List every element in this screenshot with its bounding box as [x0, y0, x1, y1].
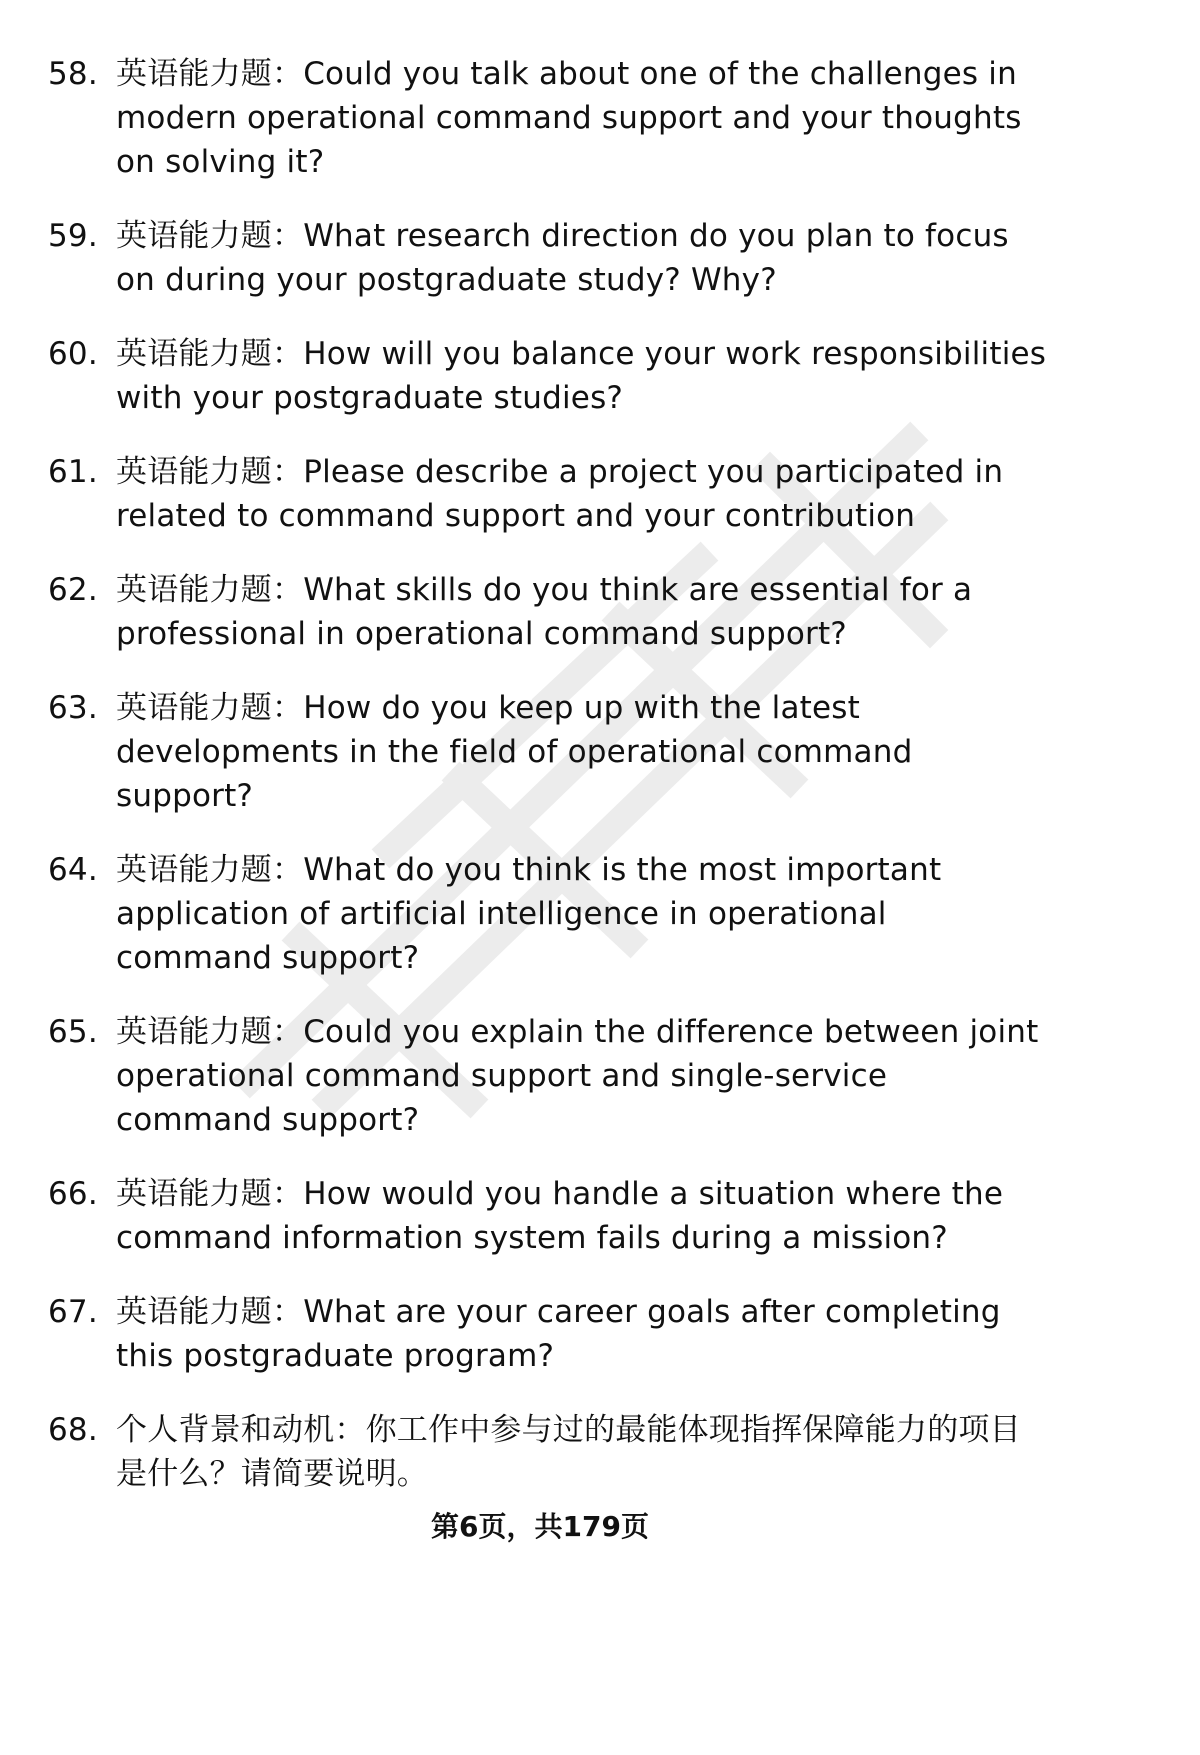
question-item-58: [0, 52, 1080, 184]
question-text: How will you balance your work responsibilities with your postgraduate studies?: [116, 336, 1047, 416]
question-item-68: [0, 1408, 1080, 1496]
question-text: What are your career goals after completing this postgraduate program?: [116, 1294, 1001, 1374]
question-text: How would you handle a situation where the command information system fails during a mission?: [116, 1176, 1004, 1256]
question-number: 66.: [48, 1176, 98, 1212]
question-item-67: [0, 1290, 1080, 1378]
question-category: 英语能力题：: [116, 572, 304, 608]
question-text: What do you think is the most important application of artificial intelligence in operational command support?: [116, 852, 942, 976]
page-number-footer: 第6页，共179页: [431, 1510, 649, 1543]
question-category: 英语能力题：: [116, 1176, 304, 1212]
question-category: 英语能力题：: [116, 336, 304, 372]
question-number: 68.: [48, 1412, 98, 1448]
question-number: 60.: [48, 336, 98, 372]
question-item-61: [0, 450, 1080, 538]
question-item-59: [0, 214, 1080, 302]
question-item-60: [0, 332, 1080, 420]
question-category: 英语能力题：: [116, 1294, 304, 1330]
question-number: 63.: [48, 690, 98, 726]
question-number: 65.: [48, 1014, 98, 1050]
question-category: 英语能力题：: [116, 1014, 304, 1050]
question-category: 英语能力题：: [116, 454, 304, 490]
question-number: 61.: [48, 454, 98, 490]
question-number: 64.: [48, 852, 98, 888]
question-text: How do you keep up with the latest developments in the field of operational command support?: [116, 690, 913, 814]
question-text: 你工作中参与过的最能体现指挥保障能力的项目是什么？请简要说明。: [116, 1412, 1021, 1492]
question-item-66: [0, 1172, 1080, 1260]
question-item-64: [0, 848, 1080, 980]
question-category: 英语能力题：: [116, 690, 304, 726]
question-text: Could you talk about one of the challenges in modern operational command support and your thoughts on solving it?: [116, 56, 1022, 180]
question-category: 英语能力题：: [116, 852, 304, 888]
question-item-62: [0, 568, 1080, 656]
question-number: 59.: [48, 218, 98, 254]
question-number: 67.: [48, 1294, 98, 1330]
question-number: 62.: [48, 572, 98, 608]
question-text: Please describe a project you participated in related to command support and your contribution: [116, 454, 1004, 534]
question-text: What skills do you think are essential for a professional in operational command support?: [116, 572, 973, 652]
question-category: 个人背景和动机：: [116, 1412, 366, 1448]
question-text: What research direction do you plan to focus on during your postgraduate study? Why?: [116, 218, 1009, 298]
question-item-65: [0, 1010, 1080, 1142]
question-text: Could you explain the difference between joint operational command support and single-service command support?: [116, 1014, 1039, 1138]
question-item-63: [0, 686, 1080, 818]
question-category: 英语能力题：: [116, 218, 304, 254]
question-category: 英语能力题：: [116, 56, 304, 92]
question-number: 58.: [48, 56, 98, 92]
question-list: [0, 52, 1080, 1526]
